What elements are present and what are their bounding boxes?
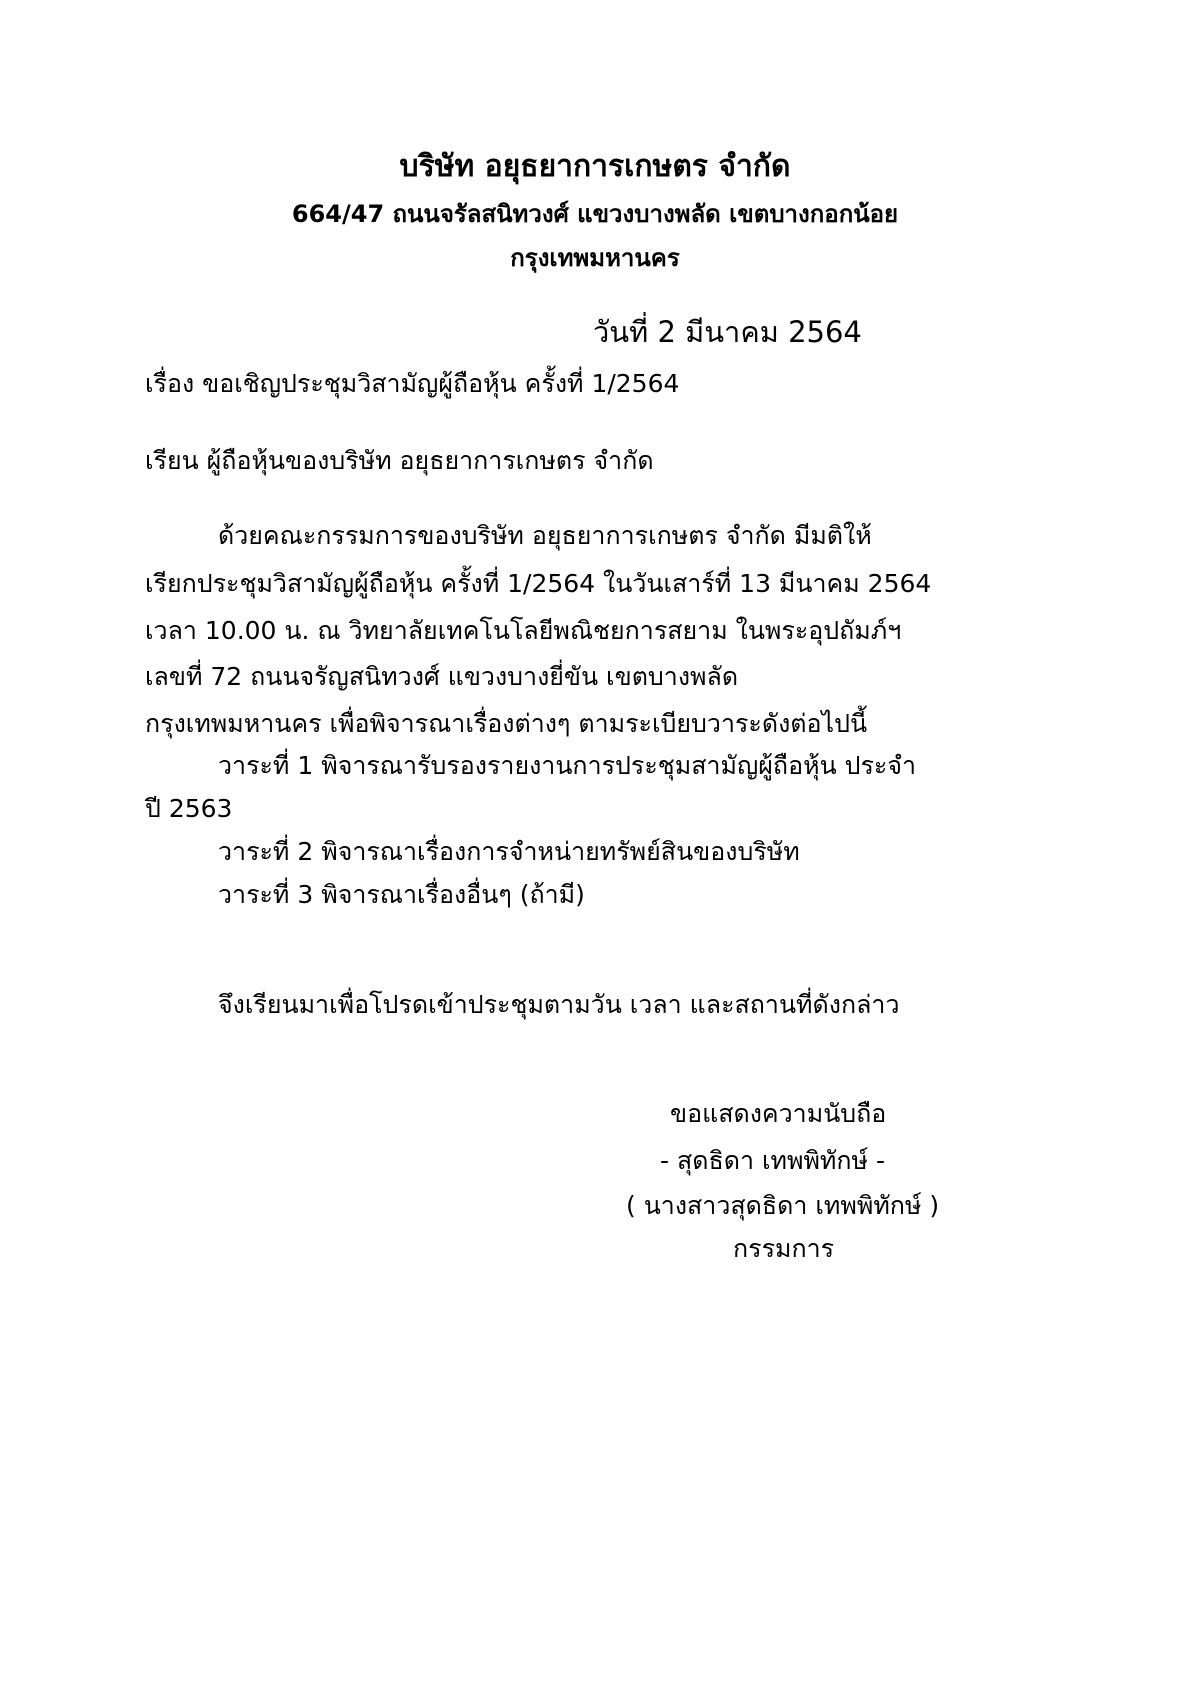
company-address-line-2: กรุงเทพมหานคร (510, 244, 680, 272)
letter-subject: เรื่อง ขอเชิญประชุมวิสามัญผู้ถือหุ้น ครั้งที่ 1/2564 (145, 369, 680, 398)
body-line-2: เรียกประชุมวิสามัญผู้ถือหุ้น ครั้งที่ 1/2564 ในวันเสาร์ที่ 13 มีนาคม 2564 (145, 569, 932, 598)
agenda-item-3: วาระที่ 3 พิจารณาเรื่องอื่นๆ (ถ้ามี) (218, 880, 585, 909)
letter-date: วันที่ 2 มีนาคม 2564 (593, 315, 862, 349)
company-name: บริษัท อยุธยาการเกษตร จำกัด (399, 149, 791, 184)
body-line-3: เวลา 10.00 น. ณ วิทยาลัยเทคโนโลยีพณิชยการสยาม ในพระอุปถัมภ์ฯ (145, 616, 902, 645)
signature-printed-name: ( นางสาวสุดธิดา เทพพิทักษ์ ) (626, 1191, 940, 1220)
body-line-5: กรุงเทพมหานคร เพื่อพิจารณาเรื่องต่างๆ ตามระเบียบวาระดังต่อไปนี้ (145, 709, 868, 738)
letter-recipient: เรียน ผู้ถือหุ้นของบริษัท อยุธยาการเกษตร จำกัด (145, 446, 654, 475)
signature-regards: ขอแสดงความนับถือ (670, 1099, 887, 1128)
agenda-item-1-line-2: ปี 2563 (145, 794, 233, 823)
agenda-item-2: วาระที่ 2 พิจารณาเรื่องการจำหน่ายทรัพย์สินของบริษัท (218, 837, 800, 866)
agenda-item-1-line-1: วาระที่ 1 พิจารณารับรองรายงานการประชุมสามัญผู้ถือหุ้น ประจำ (218, 751, 917, 780)
body-line-1: ด้วยคณะกรรมการของบริษัท อยุธยาการเกษตร จำกัด มีมติให้ (218, 521, 872, 550)
signature-name: - สุดธิดา เทพพิทักษ์ - (660, 1146, 885, 1175)
body-line-4: เลขที่ 72 ถนนจรัญสนิทวงศ์ แขวงบางยี่ขัน เขตบางพลัด (145, 662, 739, 691)
signature-position: กรรมการ (733, 1234, 835, 1263)
closing-line: จึงเรียนมาเพื่อโปรดเข้าประชุมตามวัน เวลา และสถานที่ดังกล่าว (218, 990, 900, 1019)
company-address-line-1: 664/47 ถนนจรัลสนิทวงศ์ แขวงบางพลัด เขตบางกอกน้อย (291, 200, 899, 228)
